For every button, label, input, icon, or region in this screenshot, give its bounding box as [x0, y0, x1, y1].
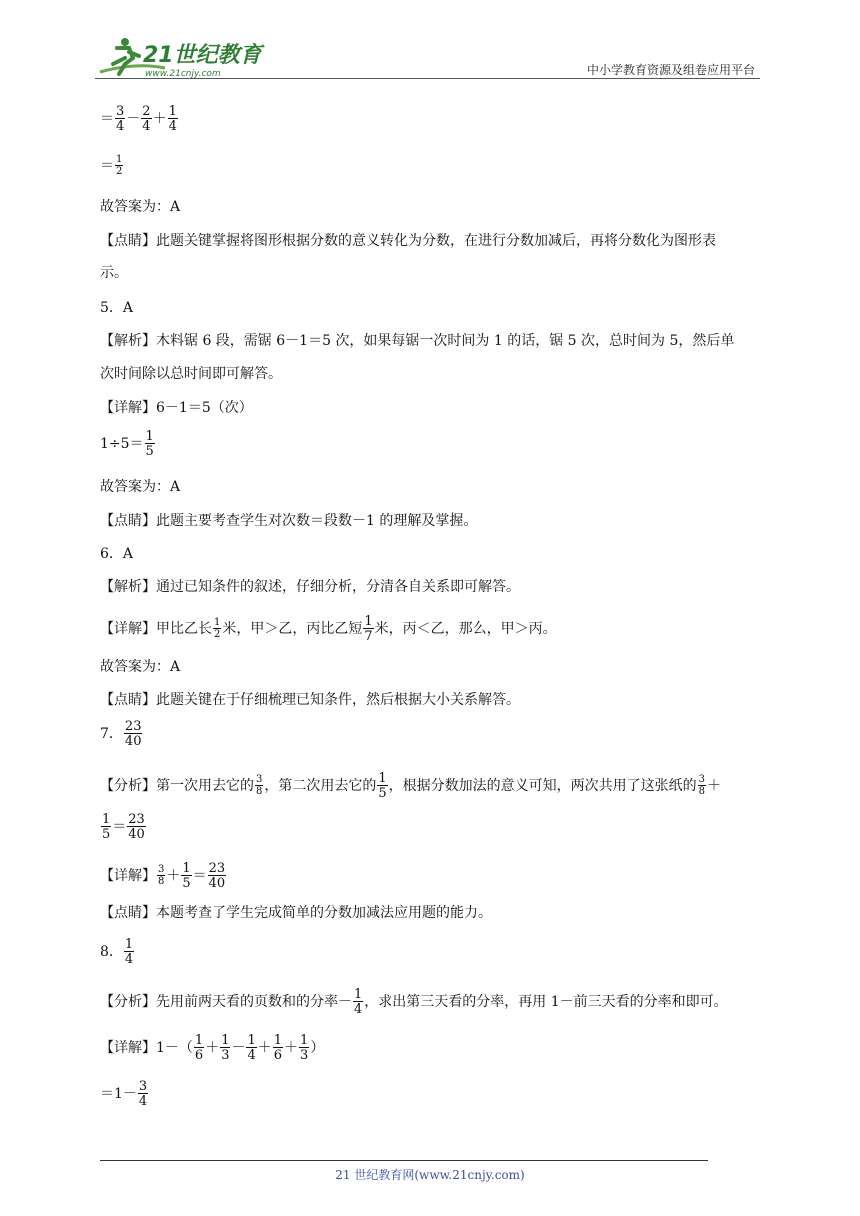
equation-line: 1÷5＝ $\frac{1}{5}$ — [100, 429, 154, 459]
svg-text:www.21cnjy.com: www.21cnjy.com — [145, 69, 221, 78]
analysis-line: 次时间除以总时间即可解答。 — [100, 366, 282, 382]
comment-line: 【点睛】此题关键掌握将图形根据分数的意义转化为分数，在进行分数加减后，再将分数化为图形表 — [100, 233, 716, 249]
answer-line: 故答案为：A — [100, 199, 181, 215]
equation-line: ＝1－ $\frac{3}{4}$ — [100, 1079, 148, 1109]
question-answer: 7． $\frac{23}{40}$ — [100, 719, 142, 749]
comment-line: 示。 — [100, 265, 128, 281]
detail-line: 【详解】 $\frac{3}{8}$ ＋ $\frac{1}{5}$ ＝ $\frac{23}{40}$ — [100, 861, 226, 891]
analysis-line: 【分析】先用前两天看的页数和的分率－ $\frac{1}{4}$ ，求出第三天看的分率，再用 1－前三天看的分率和即可。 — [100, 987, 728, 1017]
header-platform-text: 中小学教育资源及组卷应用平台 — [586, 63, 755, 77]
question-number: 5．A — [100, 300, 134, 316]
equation-line: ＝ $\frac{3}{4}$ － $\frac{2}{4}$ ＋ $\frac{1}{4}$ — [100, 104, 177, 134]
comment-line: 【点睛】此题主要考查学生对次数＝段数－1 的理解及掌握。 — [100, 513, 478, 529]
analysis-line: 【分析】第一次用去它的 $\frac{3}{8}$ ，第二次用去它的 $\frac{1}{5}$ ，根据分数加法的意义可知，两次共用了这张纸的 $\frac{3}{8}$ ＋ — [100, 771, 722, 801]
logo-runner-icon — [95, 34, 265, 78]
svg-text:21世纪教育: 21世纪教育 — [143, 43, 262, 68]
answer-line: 故答案为：A — [100, 479, 181, 495]
footer-link[interactable]: 21 世纪教育网(www.21cnjy.com) — [335, 1168, 525, 1182]
detail-line: 【详解】1－（ $\frac{1}{6}$ ＋ $\frac{1}{3}$ － $\frac{1}{4}$ ＋ $\frac{1}{6}$ ＋ $\frac{1}{3}$ ） — [100, 1033, 325, 1063]
page-header — [95, 30, 760, 80]
detail-line: 【详解】甲比乙长 $\frac{1}{2}$ 米，甲＞乙，丙比乙短 $\frac{1}{7}$ 米，丙＜乙，那么，甲＞丙。 — [100, 614, 557, 644]
comment-line: 【点睛】此题关键在于仔细梳理已知条件，然后根据大小关系解答。 — [100, 692, 520, 708]
question-answer: 8． $\frac{1}{4}$ — [100, 937, 134, 967]
equation-line: ＝ $\frac{1}{2}$ — [100, 154, 123, 177]
question-number: 6．A — [100, 546, 134, 562]
comment-line: 【点睛】本题考查了学生完成简单的分数加减法应用题的能力。 — [100, 905, 492, 921]
footer-divider — [100, 1160, 708, 1161]
detail-line: 【详解】6－1＝5（次） — [100, 400, 253, 416]
header-divider — [95, 78, 760, 79]
analysis-line: 【解析】木料锯 6 段，需锯 6－1＝5 次，如果每锯一次时间为 1 的话，锯 5 次，总时间为 5，然后单 — [100, 333, 735, 349]
answer-line: 故答案为：A — [100, 659, 181, 675]
analysis-line: 【解析】通过已知条件的叙述，仔细分析，分清各自关系即可解答。 — [100, 579, 520, 595]
equation-line: $\frac{1}{5}$ ＝ $\frac{23}{40}$ — [102, 812, 145, 842]
